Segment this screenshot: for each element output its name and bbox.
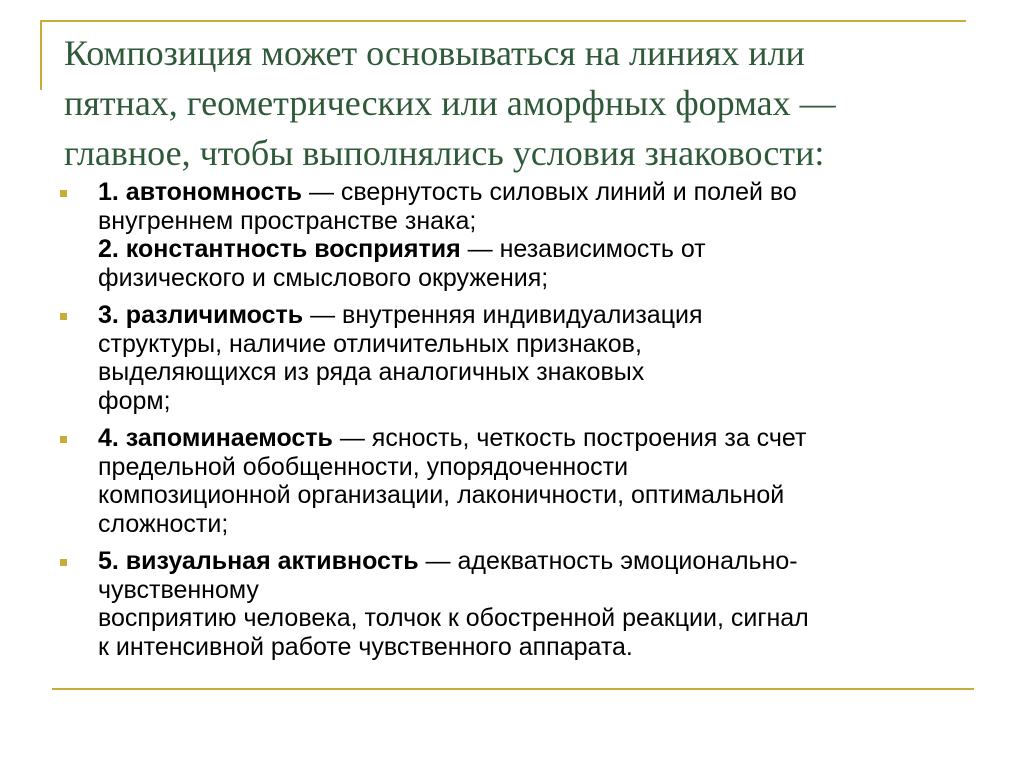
item-line — [98, 387, 958, 416]
frame-top-rule — [40, 20, 966, 22]
item-text: физического и смыслового окружения; — [98, 263, 549, 292]
slide-title — [64, 28, 964, 178]
item-line — [98, 576, 958, 605]
item-line — [98, 178, 958, 207]
list-item — [58, 424, 958, 538]
item-line — [98, 510, 958, 539]
item-text: композиционной организации, лаконичности, оптимальной — [98, 481, 785, 509]
item-text: — свернутость силовых линий и полей во — [302, 178, 797, 206]
square-bullet-icon — [60, 436, 67, 443]
item-text: структуры, наличие отличительных признаков, — [98, 329, 642, 358]
list-item — [58, 178, 958, 292]
item-line — [98, 633, 958, 662]
item-line — [98, 301, 958, 330]
list-item — [58, 547, 958, 661]
item-line — [98, 547, 958, 576]
item-text: — адекватность эмоционально- — [418, 547, 798, 575]
list-item — [58, 301, 958, 415]
title-line: пятнах, геометрических или аморфных формах — — [64, 83, 836, 123]
item-text: — внутренняя индивидуализация — [303, 301, 703, 329]
item-text: внугреннем пространстве знака; — [98, 206, 477, 235]
item-term: 5. визуальная активность — [98, 547, 419, 575]
item-line — [98, 330, 958, 359]
item-text: предельной обобщенности, упорядоченности — [98, 452, 629, 481]
item-text: — независимость от — [460, 235, 706, 263]
square-bullet-icon — [60, 313, 67, 320]
item-line — [98, 424, 958, 453]
frame-bottom-rule — [52, 688, 974, 690]
bullet-list — [58, 178, 958, 670]
item-term: 2. константность восприятия — [98, 235, 461, 263]
square-bullet-icon — [60, 190, 67, 197]
item-line — [98, 604, 958, 633]
item-line — [98, 207, 958, 236]
title-line: главное, чтобы выполнялись условия знаковости: — [64, 133, 825, 173]
item-text: восприятию человека, толчок к обостренной реакции, сигнал — [98, 604, 809, 632]
item-text: чувственному — [98, 575, 259, 604]
item-line — [98, 235, 958, 264]
frame-left-rule — [40, 20, 42, 90]
item-line — [98, 358, 958, 387]
item-text: к интенсивной работе чувственного аппарата. — [98, 632, 633, 661]
item-text: — ясность, четкость построения за счет — [332, 424, 807, 452]
square-bullet-icon — [60, 559, 67, 566]
item-line — [98, 481, 958, 510]
item-text: сложности; — [98, 509, 229, 538]
item-line — [98, 453, 958, 482]
item-text: форм; — [98, 386, 171, 415]
item-text: выделяющихся из ряда аналогичных знаковых — [98, 358, 645, 386]
item-term: 3. различимость — [98, 301, 304, 329]
item-term: 4. запоминаемость — [98, 424, 333, 452]
item-line — [98, 264, 958, 293]
title-line: Композиция может основываться на линиях или — [64, 33, 805, 73]
item-term: 1. автономность — [98, 178, 303, 206]
